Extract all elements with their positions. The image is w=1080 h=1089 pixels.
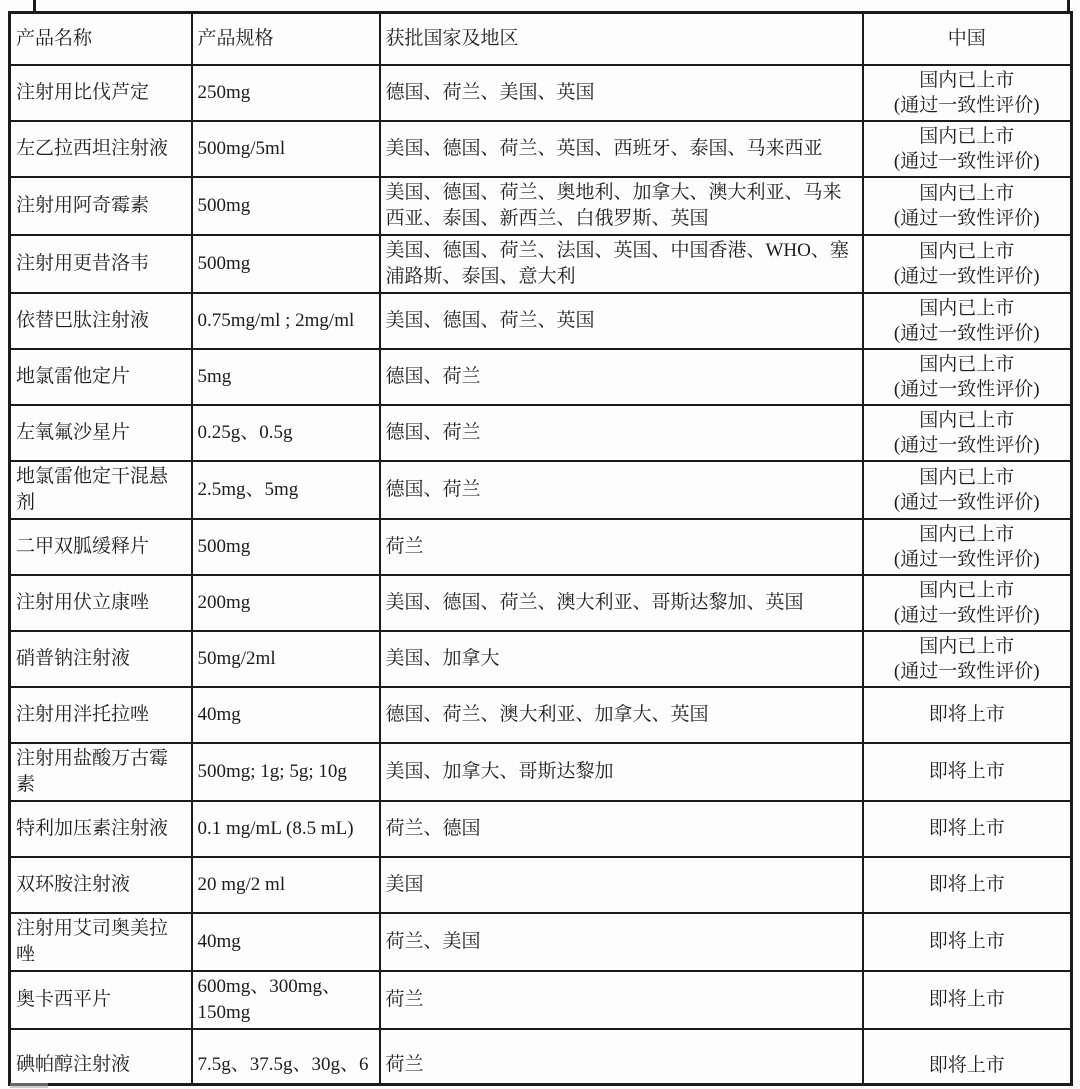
china-status-line2: (通过一致性评价) <box>893 604 1040 626</box>
spec-cell: 5mg <box>192 349 380 405</box>
table-row <box>10 235 1072 293</box>
china-status-cell <box>863 913 1072 971</box>
spec-cell: 0.75mg/ml ; 2mg/ml <box>192 293 380 349</box>
china-status-cell <box>863 971 1072 1029</box>
regions-cell: 德国、荷兰、澳大利亚、加拿大、英国 <box>380 687 863 743</box>
china-status-cell <box>863 801 1072 857</box>
china-status-cell <box>863 1029 1072 1085</box>
china-status-cell <box>863 687 1072 743</box>
regions-cell: 荷兰 <box>380 971 863 1029</box>
regions-cell: 荷兰、德国 <box>380 801 863 857</box>
regions-cell: 荷兰 <box>380 519 863 575</box>
table-row <box>10 743 1072 801</box>
regions-cell: 美国、德国、荷兰、英国、西班牙、泰国、马来西亚 <box>380 121 863 177</box>
spec-cell: 500mg <box>192 519 380 575</box>
product-name-cell: 依替巴肽注射液 <box>10 293 192 349</box>
spec-cell: 500mg <box>192 177 380 235</box>
regions-cell: 荷兰、美国 <box>380 913 863 971</box>
china-status-line1: 国内已上市 <box>919 240 1015 262</box>
table-row <box>10 801 1072 857</box>
china-status-line1: 即将上市 <box>928 761 1005 782</box>
spec-cell: 7.5g、37.5g、30g、6 <box>192 1029 380 1085</box>
product-name-cell: 注射用泮托拉唑 <box>10 687 192 743</box>
product-name-cell: 注射用比伐芦定 <box>10 65 192 121</box>
table-row <box>10 913 1072 971</box>
china-status-line1: 国内已上市 <box>919 523 1015 545</box>
table-row <box>10 461 1072 519</box>
regions-cell: 美国、德国、荷兰、奥地利、加拿大、澳大利亚、马来西亚、泰国、新西兰、白俄罗斯、英国 <box>380 177 863 235</box>
china-status-line1: 国内已上市 <box>919 635 1015 657</box>
cutoff-content-bottom <box>10 1083 48 1088</box>
col-header-spec: 产品规格 <box>192 13 380 65</box>
product-name-cell: 硝普钠注射液 <box>10 631 192 687</box>
regions-cell: 德国、荷兰 <box>380 405 863 461</box>
spec-cell: 2.5mg、5mg <box>192 461 380 519</box>
china-status-cell <box>863 405 1072 461</box>
header-row <box>10 13 1072 65</box>
col-header-product-name: 产品名称 <box>10 13 192 65</box>
product-name-cell: 注射用盐酸万古霉素 <box>10 743 192 801</box>
china-status-cell <box>863 177 1072 235</box>
china-status-line1: 国内已上市 <box>919 69 1015 91</box>
regions-cell: 美国、德国、荷兰、法国、英国、中国香港、WHO、塞浦路斯、泰国、意大利 <box>380 235 863 293</box>
china-status-cell <box>863 293 1072 349</box>
regions-cell: 美国、加拿大 <box>380 631 863 687</box>
regions-cell: 美国、德国、荷兰、英国 <box>380 293 863 349</box>
col-header-china: 中国 <box>863 13 1072 65</box>
spec-cell: 500mg/5ml <box>192 121 380 177</box>
product-name-cell: 注射用艾司奥美拉唑 <box>10 913 192 971</box>
table-row <box>10 519 1072 575</box>
regions-cell: 德国、荷兰 <box>380 349 863 405</box>
spec-cell: 500mg; 1g; 5g; 10g <box>192 743 380 801</box>
china-status-line2: (通过一致性评价) <box>893 378 1040 400</box>
china-status-line1: 即将上市 <box>928 818 1005 839</box>
regions-cell: 德国、荷兰、美国、英国 <box>380 65 863 121</box>
china-status-line1: 国内已上市 <box>919 579 1015 601</box>
product-name-cell: 地氯雷他定片 <box>10 349 192 405</box>
china-status-cell <box>863 235 1072 293</box>
table-row <box>10 65 1072 121</box>
spec-cell: 0.1 mg/mL (8.5 mL) <box>192 801 380 857</box>
product-name-cell: 左乙拉西坦注射液 <box>10 121 192 177</box>
china-status-line1: 国内已上市 <box>919 125 1015 147</box>
product-name-cell: 二甲双胍缓释片 <box>10 519 192 575</box>
china-status-line2: (通过一致性评价) <box>893 150 1040 172</box>
china-status-cell <box>863 349 1072 405</box>
china-status-line1: 即将上市 <box>928 931 1005 952</box>
china-status-cell <box>863 461 1072 519</box>
product-name-cell: 奥卡西平片 <box>10 971 192 1029</box>
china-status-cell <box>863 519 1072 575</box>
table-row <box>10 405 1072 461</box>
table-row <box>10 121 1072 177</box>
china-status-line2: (通过一致性评价) <box>893 491 1040 513</box>
spec-cell: 40mg <box>192 913 380 971</box>
china-status-cell <box>863 631 1072 687</box>
spec-cell: 500mg <box>192 235 380 293</box>
china-status-line1: 即将上市 <box>928 704 1005 725</box>
product-name-cell: 地氯雷他定干混悬剂 <box>10 461 192 519</box>
product-name-cell: 注射用阿奇霉素 <box>10 177 192 235</box>
product-name-cell: 碘帕醇注射液 <box>10 1029 192 1085</box>
china-status-line2: (通过一致性评价) <box>893 434 1040 456</box>
spec-cell: 600mg、300mg、150mg <box>192 971 380 1029</box>
china-status-line2: (通过一致性评价) <box>893 548 1040 570</box>
china-status-line1: 即将上市 <box>928 1055 1005 1076</box>
china-status-cell <box>863 575 1072 631</box>
product-name-cell: 注射用更昔洛韦 <box>10 235 192 293</box>
product-name-cell: 双环胺注射液 <box>10 857 192 913</box>
spec-cell: 20 mg/2 ml <box>192 857 380 913</box>
table-row <box>10 575 1072 631</box>
table-row <box>10 293 1072 349</box>
regions-cell: 德国、荷兰 <box>380 461 863 519</box>
china-status-line1: 国内已上市 <box>919 466 1015 488</box>
china-status-cell <box>863 857 1072 913</box>
regions-cell: 美国 <box>380 857 863 913</box>
regions-cell: 荷兰 <box>380 1029 863 1085</box>
spec-cell: 40mg <box>192 687 380 743</box>
table-row <box>10 349 1072 405</box>
china-status-cell <box>863 743 1072 801</box>
china-status-line2: (通过一致性评价) <box>893 207 1040 229</box>
china-status-line1: 即将上市 <box>928 989 1005 1010</box>
spec-cell: 50mg/2ml <box>192 631 380 687</box>
spec-cell: 0.25g、0.5g <box>192 405 380 461</box>
table-row <box>10 971 1072 1029</box>
table-row <box>10 1029 1072 1085</box>
product-name-cell: 注射用伏立康唑 <box>10 575 192 631</box>
china-status-line2: (通过一致性评价) <box>893 322 1040 344</box>
china-status-cell <box>863 65 1072 121</box>
china-status-line1: 国内已上市 <box>919 182 1015 204</box>
china-status-line2: (通过一致性评价) <box>893 94 1040 116</box>
spec-cell: 200mg <box>192 575 380 631</box>
product-name-cell: 特利加压素注射液 <box>10 801 192 857</box>
product-name-cell: 左氧氟沙星片 <box>10 405 192 461</box>
table-row <box>10 177 1072 235</box>
china-status-line1: 即将上市 <box>928 874 1005 895</box>
spec-cell: 250mg <box>192 65 380 121</box>
china-status-line1: 国内已上市 <box>919 353 1015 375</box>
china-status-cell <box>863 121 1072 177</box>
col-header-regions: 获批国家及地区 <box>380 13 863 65</box>
regions-cell: 美国、德国、荷兰、澳大利亚、哥斯达黎加、英国 <box>380 575 863 631</box>
china-status-line2: (通过一致性评价) <box>893 265 1040 287</box>
china-status-line1: 国内已上市 <box>919 409 1015 431</box>
product-approval-table <box>8 11 1073 1086</box>
table-row <box>10 857 1072 913</box>
regions-cell: 美国、加拿大、哥斯达黎加 <box>380 743 863 801</box>
china-status-line1: 国内已上市 <box>919 297 1015 319</box>
china-status-line2: (通过一致性评价) <box>893 660 1040 682</box>
table-row <box>10 631 1072 687</box>
table-row <box>10 687 1072 743</box>
